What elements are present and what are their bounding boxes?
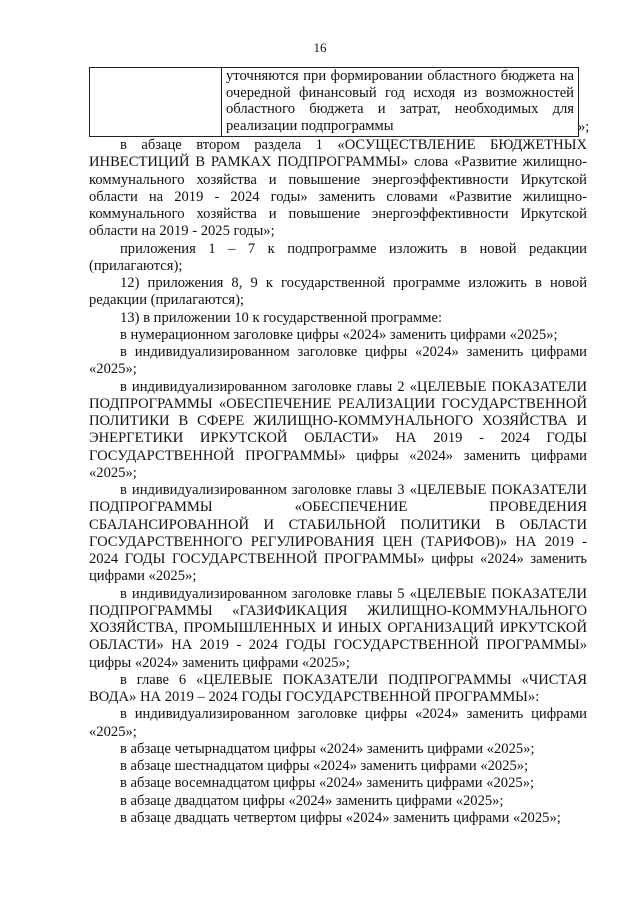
table-cell-text: уточняются при формировании областного бюджета на очередной финансовый год исходя из возможностей областного бюджета и затрат, необходимых для реализации подпрограммы — [226, 68, 574, 134]
table — [89, 67, 579, 137]
paragraph: в нумерационном заголовке цифры «2024» заменить цифрами «2025»; — [120, 326, 558, 343]
paragraph: 13) в приложении 10 к государственной программе: — [120, 309, 443, 326]
paragraph: в абзаце восемнадцатом цифры «2024» заменить цифрами «2025»; — [120, 775, 535, 792]
paragraph: в абзаце двадцатом цифры «2024» заменить цифрами «2025»; — [120, 792, 504, 809]
paragraph: в абзаце втором раздела 1 «ОСУЩЕСТВЛЕНИЕ БЮДЖЕТНЫХ ИНВЕСТИЦИЙ В РАМКАХ ПОДПРОГРАММЫ» слова «Развитие жилищно-коммунального хозяйства и повышение энергоэффективности Иркутской области на 2019 - 2024 годы» заменить словами «Развитие жилищно-коммунального хозяйства и повышение энергоэффективности Иркутской области на 2019 - 2025 годы»; — [89, 137, 587, 240]
paragraph: в индивидуализированном заголовке цифры «2024» заменить цифрами «2025»; — [89, 706, 587, 740]
paragraph: в индивидуализированном заголовке цифры «2024» заменить цифрами «2025»; — [89, 344, 587, 378]
paragraph: 12) приложения 8, 9 к государственной программе изложить в новой редакции (прилагаются); — [89, 275, 587, 309]
paragraph: в индивидуализированном заголовке главы 2 «ЦЕЛЕВЫЕ ПОКАЗАТЕЛИ ПОДПРОГРАММЫ «ОБЕСПЕЧЕНИЕ РЕАЛИЗАЦИИ ГОСУДАРСТВЕННОЙ ПОЛИТИКИ В СФЕРЕ ЖИЛИЩНО-КОММУНАЛЬНОГО ХОЗЯЙСТВА И ЭНЕРГЕТИКИ ИРКУТСКОЙ ОБЛАСТИ» НА 2019 - 2024 ГОДЫ ГОСУДАРСТВЕННОЙ ПРОГРАММЫ» цифры «2024» заменить цифрами «2025»; — [89, 378, 587, 481]
page-number: 16 — [313, 40, 327, 55]
paragraph: в абзаце двадцать четвертом цифры «2024» заменить цифрами «2025»; — [120, 809, 561, 826]
paragraph: в абзаце четырнадцатом цифры «2024» заменить цифрами «2025»; — [120, 740, 535, 757]
paragraph: приложения 1 – 7 к подпрограмме изложить в новой редакции (прилагаются); — [89, 240, 587, 274]
paragraph: в индивидуализированном заголовке главы 5 «ЦЕЛЕВЫЕ ПОКАЗАТЕЛИ ПОДПРОГРАММЫ «ГАЗИФИКАЦИЯ ЖИЛИЩНО-КОММУНАЛЬНОГО ХОЗЯЙСТВА, ПРОМЫШЛЕННЫХ И ИНЫХ ОРГАНИЗАЦИЙ ИРКУТСКОЙ ОБЛАСТИ» НА 2019 - 2024 ГОДЫ ГОСУДАРСТВЕННОЙ ПРОГРАММЫ» цифры «2024» заменить цифрами «2025»; — [89, 585, 587, 671]
table-cell-empty — [90, 68, 222, 136]
table-closing-quote: »; — [578, 119, 590, 135]
paragraph: в главе 6 «ЦЕЛЕВЫЕ ПОКАЗАТЕЛИ ПОДПРОГРАММЫ «ЧИСТАЯ ВОДА» НА 2019 – 2024 ГОДЫ ГОСУДАРСТВЕННОЙ ПРОГРАММЫ»: — [89, 671, 587, 705]
paragraph: в индивидуализированном заголовке главы 3 «ЦЕЛЕВЫЕ ПОКАЗАТЕЛИ ПОДПРОГРАММЫ «ОБЕСПЕЧЕНИЕ ПРОВЕДЕНИЯ СБАЛАНСИРОВАННОЙ И СТАБИЛЬНОЙ ПОЛИТИКИ В ОБЛАСТИ ГОСУДАРСТВЕННОГО РЕГУЛИРОВАНИЯ ЦЕН (ТАРИФОВ)» НА 2019 - 2024 ГОДЫ ГОСУДАРСТВЕННОЙ ПРОГРАММЫ» цифры «2024» заменить цифрами «2025»; — [89, 482, 587, 585]
document-body — [89, 137, 587, 827]
paragraph: в абзаце шестнадцатом цифры «2024» заменить цифрами «2025»; — [120, 758, 529, 774]
